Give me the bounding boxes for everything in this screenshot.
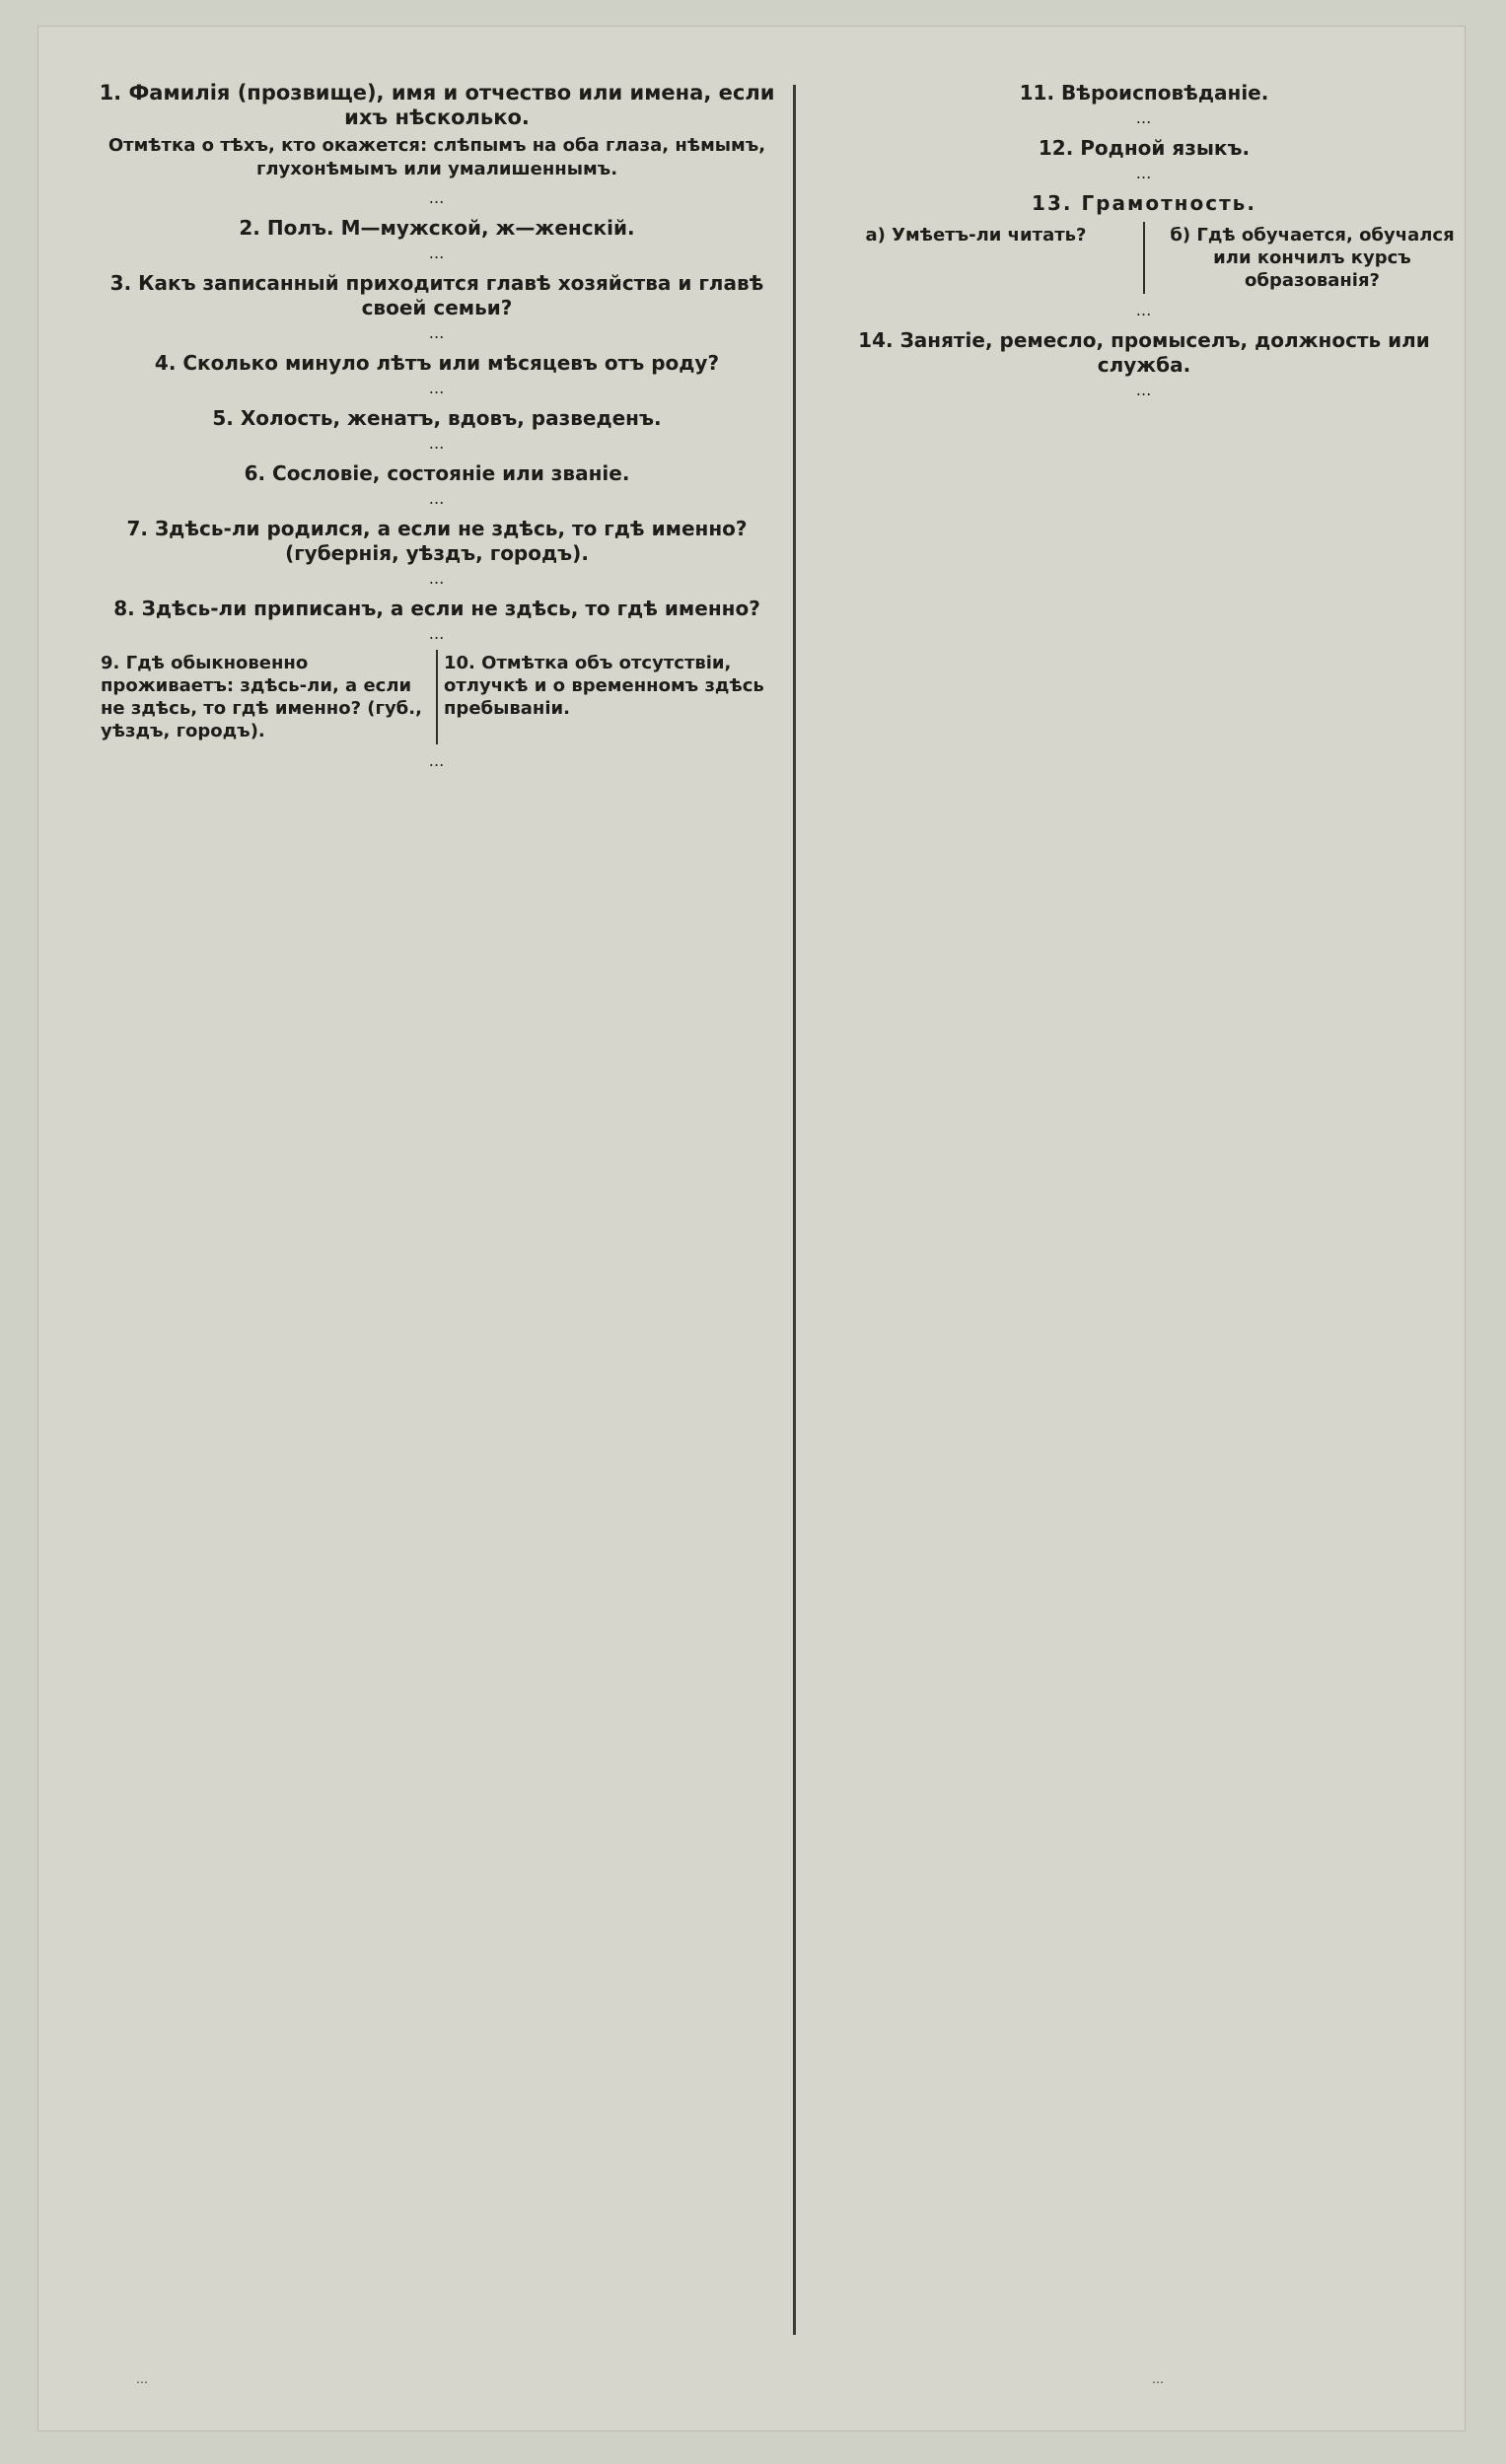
section-13a-heading: а) Умѣетъ-ли читать?	[809, 222, 1145, 294]
section-11-body: …	[1135, 109, 1153, 127]
section-7-body: …	[428, 570, 446, 588]
section-1-heading: 1. Фамилія (прозвище), имя и отчество или имена, если ихъ нѣсколько.	[99, 81, 775, 129]
census-form-page	[37, 26, 1466, 2431]
section-11-heading: 11. Вѣроисповѣданіе.	[1019, 81, 1269, 105]
section-2-heading: 2. Полъ. М—мужской, ж—женскій.	[239, 216, 635, 240]
section-14-heading: 14. Занятіе, ремесло, промыселъ, должность или служба.	[858, 328, 1430, 377]
section-12-heading: 12. Родной языкъ.	[1038, 136, 1251, 160]
section-8-body: …	[428, 625, 446, 643]
section-12-body: …	[1135, 165, 1153, 182]
section-14-body: …	[1135, 382, 1153, 399]
section-2-body: …	[428, 245, 446, 262]
footer-printer-right: …	[1152, 2372, 1166, 2386]
section-3-heading: 3. Какъ записанный приходится главѣ хозяйства и главѣ своей семьи?	[109, 271, 764, 319]
section-9-10-body: …	[428, 752, 446, 770]
right-column	[809, 73, 1479, 406]
section-13-heading: 13. Грамотность.	[1032, 191, 1256, 215]
footer-printer-left: …	[136, 2372, 150, 2386]
section-5-body: …	[428, 435, 446, 453]
section-9-10-headings	[95, 650, 779, 744]
section-4-heading: 4. Сколько минуло лѣтъ или мѣсяцевъ отъ роду?	[154, 351, 720, 375]
column-divider	[793, 85, 796, 2335]
section-8-heading: 8. Здѣсь-ли приписанъ, а если не здѣсь, то гдѣ именно?	[113, 597, 760, 620]
section-13-body: …	[1135, 302, 1153, 319]
section-7-heading: 7. Здѣсь-ли родился, а если не здѣсь, то гдѣ именно? (губернія, уѣздъ, городъ).	[126, 517, 748, 565]
section-1-body: …	[428, 189, 446, 207]
section-6-heading: 6. Сословіе, состояніе или званіе.	[244, 461, 630, 485]
section-9-heading: 9. Гдѣ обыкновенно проживаетъ: здѣсь-ли, а если не здѣсь, то гдѣ именно? (губ., уѣздъ, городъ).	[95, 650, 438, 744]
left-column	[95, 73, 779, 777]
section-4-body: …	[428, 380, 446, 397]
section-6-body: …	[428, 490, 446, 508]
section-10-heading: 10. Отмѣтка объ отсутствіи, отлучкѣ и о временномъ здѣсь пребываніи.	[444, 653, 764, 719]
section-1-subheading: Отмѣтка о тѣхъ, кто окажется: слѣпымъ на оба глаза, нѣмымъ, глухонѣмымъ или умалишеннымъ.	[108, 135, 766, 179]
section-5-heading: 5. Холость, женатъ, вдовъ, разведенъ.	[212, 406, 662, 430]
section-3-body: …	[428, 324, 446, 342]
section-13b-heading: б) Гдѣ обучается, обучался или кончилъ курсъ образованія?	[1170, 225, 1455, 291]
section-13-subheadings	[809, 222, 1479, 294]
